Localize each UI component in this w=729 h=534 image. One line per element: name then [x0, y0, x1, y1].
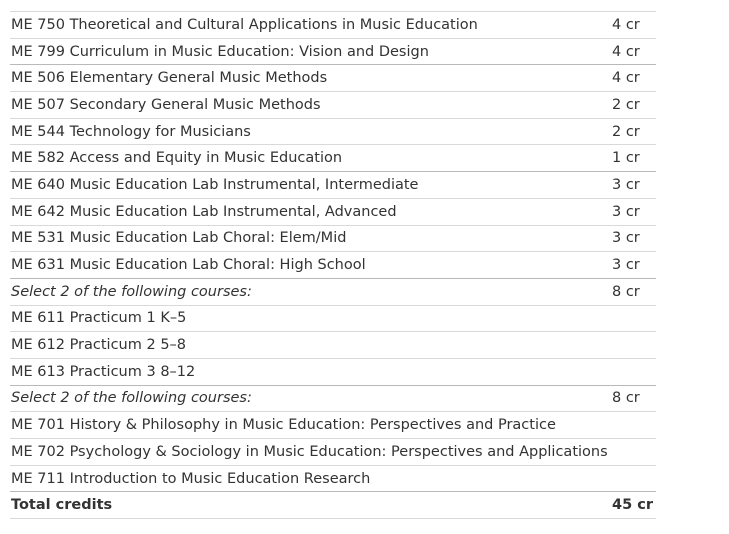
- table-row: [10, 172, 656, 199]
- table-row: [10, 12, 656, 39]
- course-credits: 3 cr: [612, 198, 656, 225]
- course-name: ME 544 Technology for Musicians: [10, 118, 612, 145]
- course-credits: [612, 332, 656, 359]
- course-credits: 4 cr: [612, 12, 656, 39]
- course-name: ME 640 Music Education Lab Instrumental, Intermediate: [10, 172, 612, 199]
- course-name: ME 582 Access and Equity in Music Education: [10, 145, 612, 172]
- table-row: [10, 305, 656, 332]
- course-credits: 3 cr: [612, 252, 656, 279]
- course-credits: [612, 358, 656, 385]
- select-instruction: Select 2 of the following courses:: [10, 278, 612, 305]
- select-group-header: [10, 385, 656, 412]
- table-row: [10, 465, 656, 492]
- total-credits-label: Total credits: [10, 492, 612, 519]
- course-name: ME 507 Secondary General Music Methods: [10, 92, 612, 119]
- table-row: [10, 118, 656, 145]
- course-name: ME 642 Music Education Lab Instrumental, Advanced: [10, 198, 612, 225]
- course-credits: 1 cr: [612, 145, 656, 172]
- table-row: [10, 358, 656, 385]
- course-credits: [612, 439, 656, 466]
- course-name: ME 750 Theoretical and Cultural Applications in Music Education: [10, 12, 612, 39]
- select-group-header: [10, 278, 656, 305]
- group-credits: 8 cr: [612, 278, 656, 305]
- course-name: ME 701 History & Philosophy in Music Education: Perspectives and Practice: [10, 412, 612, 439]
- total-credits-row: [10, 492, 656, 519]
- course-name: ME 631 Music Education Lab Choral: High School: [10, 252, 612, 279]
- course-name: ME 799 Curriculum in Music Education: Vision and Design: [10, 38, 612, 65]
- course-credits: 2 cr: [612, 92, 656, 119]
- course-name: ME 613 Practicum 3 8–12: [10, 358, 612, 385]
- table-row: [10, 145, 656, 172]
- course-requirements-table: [10, 11, 656, 519]
- total-credits-value: 45 cr: [612, 492, 656, 519]
- course-name: ME 702 Psychology & Sociology in Music Education: Perspectives and Applications: [10, 439, 612, 466]
- course-credits: 3 cr: [612, 172, 656, 199]
- course-name: ME 506 Elementary General Music Methods: [10, 65, 612, 92]
- table-row: [10, 65, 656, 92]
- table-row: [10, 38, 656, 65]
- table-row: [10, 252, 656, 279]
- group-credits: 8 cr: [612, 385, 656, 412]
- course-credits: 4 cr: [612, 38, 656, 65]
- table-row: [10, 412, 656, 439]
- course-name: ME 711 Introduction to Music Education Research: [10, 465, 612, 492]
- course-credits: 4 cr: [612, 65, 656, 92]
- table-row: [10, 198, 656, 225]
- table-row: [10, 92, 656, 119]
- course-credits: 2 cr: [612, 118, 656, 145]
- table-row: [10, 225, 656, 252]
- table-row: [10, 332, 656, 359]
- select-instruction: Select 2 of the following courses:: [10, 385, 612, 412]
- course-credits: [612, 412, 656, 439]
- course-name: ME 612 Practicum 2 5–8: [10, 332, 612, 359]
- course-credits: [612, 465, 656, 492]
- course-name: ME 611 Practicum 1 K–5: [10, 305, 612, 332]
- course-credits: 3 cr: [612, 225, 656, 252]
- course-name: ME 531 Music Education Lab Choral: Elem/Mid: [10, 225, 612, 252]
- course-credits: [612, 305, 656, 332]
- table-row: [10, 439, 656, 466]
